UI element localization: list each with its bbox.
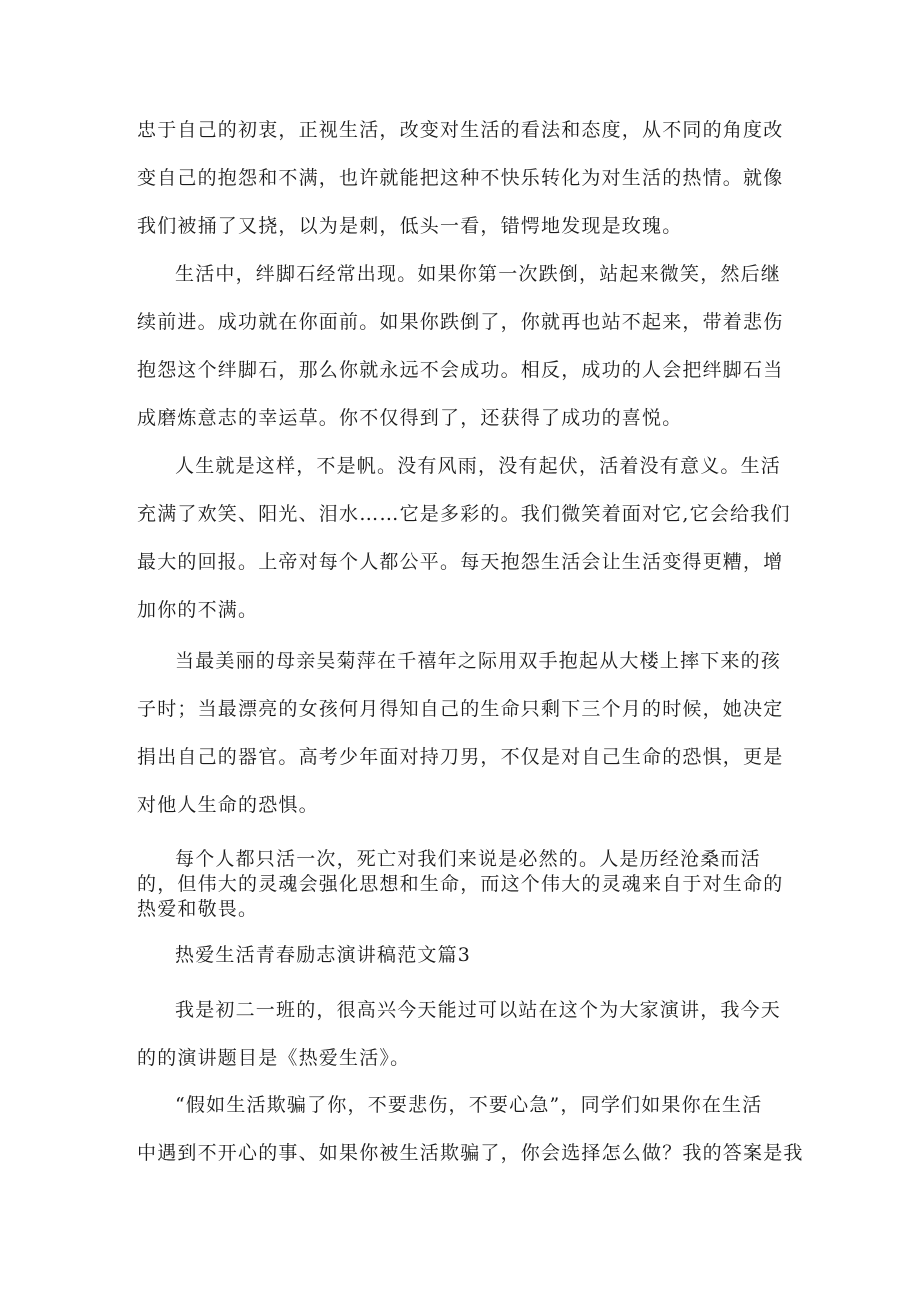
text-line: 我们被捅了又挠，以为是刺，低头一看，错愕地发现是玫瑰。 (137, 215, 683, 237)
text-line: 变自己的抱怨和不满，也许就能把这种不快乐转化为对生活的热情。就像 (137, 167, 784, 189)
paragraph-stumbling-stone (137, 250, 797, 442)
text-line: 子时；当最漂亮的女孩何月得知自己的生命只剩下三个月的时候，她决定 (137, 698, 784, 720)
text-line: 生活中，绊脚石经常出现。如果你第一次跌倒，站起来微笑，然后继 (175, 263, 782, 285)
paragraph-life-is-like-this (137, 442, 797, 634)
paragraph-speech-intro (137, 986, 797, 1082)
paragraph-live-once (137, 847, 797, 922)
section-heading (137, 931, 797, 979)
text-line: 成磨炼意志的幸运草。你不仅得到了，还获得了成功的喜悦。 (137, 407, 683, 429)
text-line: 的，但伟大的灵魂会强化思想和生命，而这个伟大的灵魂来自于对生命的 (137, 873, 784, 895)
text-line: 人生就是这样，不是帆。没有风雨，没有起伏，活着没有意义。生活 (175, 455, 782, 477)
text-line: 最大的回报。上帝对每个人都公平。每天抱怨生活会让生活变得更糟，增 (137, 551, 784, 573)
text-line: 当最美丽的母亲吴菊萍在千禧年之际用双手抱起从大楼上摔下来的孩 (175, 650, 782, 672)
text-line: 每个人都只活一次，死亡对我们来说是必然的。人是历经沧桑而活 (175, 848, 761, 870)
text-line: 我是初二一班的，很高兴今天能过可以站在这个为大家演讲，我今天 (175, 999, 782, 1021)
paragraph-examples (137, 637, 797, 829)
section-heading-text: 热爱生活青春励志演讲稿范文篇3 (175, 944, 472, 966)
text-line: 抱怨这个绊脚石，那么你就永远不会成功。相反，成功的人会把绊脚石当 (137, 359, 784, 381)
paragraph-original-intention (137, 106, 797, 250)
text-line: 对他人生命的恐惧。 (137, 794, 319, 816)
text-line: 热爱和敬畏。 (137, 898, 259, 920)
text-line: 捐出自己的器官。高考少年面对持刀男，不仅是对自己生命的恐惧，更是 (137, 746, 784, 768)
text-line: 充满了欢笑、阳光、泪水……它是多彩的。我们微笑着面对它,它会给我们 (137, 503, 791, 525)
text-line: 的的演讲题目是《热爱生活》。 (137, 1047, 411, 1069)
text-line: “假如生活欺骗了你，不要悲伤，不要心急”，同学们如果你在生活 (175, 1094, 763, 1116)
paragraph-quote (137, 1081, 804, 1177)
text-line: 续前进。成功就在你面前。如果你跌倒了，你就再也站不起来，带着悲伤 (137, 311, 784, 333)
text-line: 忠于自己的初衷，正视生活，改变对生活的看法和态度，从不同的角度改 (137, 119, 784, 141)
text-line: 加你的不满。 (137, 599, 259, 621)
text-line: 中遇到不开心的事、如果你被生活欺骗了，你会选择怎么做？我的答案是我 (137, 1142, 804, 1164)
